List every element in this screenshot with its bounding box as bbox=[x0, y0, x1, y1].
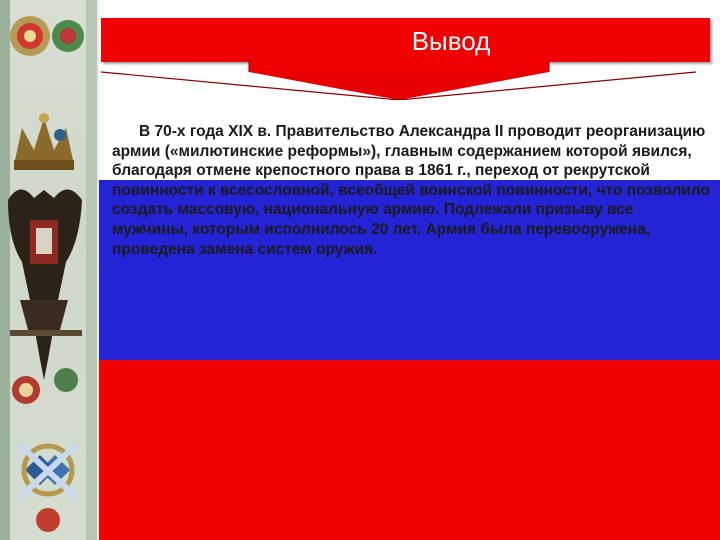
double-headed-eagle-icon bbox=[8, 189, 82, 380]
flag-red-stripe bbox=[99, 360, 720, 540]
left-ornament-strip bbox=[0, 0, 97, 540]
title-banner bbox=[101, 18, 710, 62]
crown-icon bbox=[14, 113, 74, 170]
ornament-graphics bbox=[0, 0, 97, 540]
slide-title: Вывод bbox=[411, 26, 491, 56]
order-star-icon bbox=[10, 16, 84, 56]
slide-body-text: В 70-х года XIX в. Правительство Александра II проводит реорганизацию армии («милютинские реформы»), главным содержанием которой явился, благодаря отмене крепостного права в 1861 г., переход от рекрутской повинности к всесословной, всеобщей воинской повинности, что позволило создать массовую, национальную армию. Подлежали призыву все мужчины, которым исполнилось 20 лет. Армия была перевооружена, проведена замена систем оружия. bbox=[112, 123, 711, 258]
title-arrow-decoration bbox=[99, 60, 720, 100]
order-cross-icon bbox=[12, 368, 78, 532]
